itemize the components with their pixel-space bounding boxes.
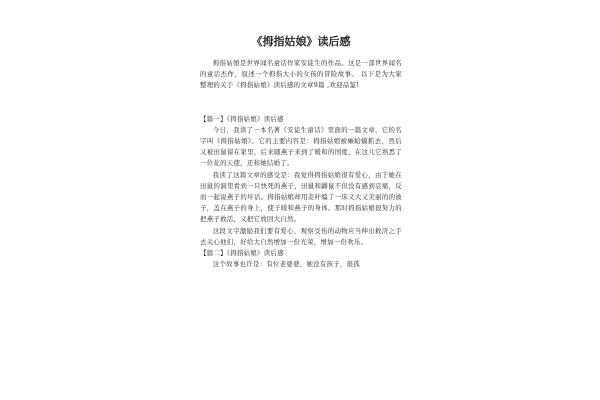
section-paragraph: 今日，我读了一本名著《安徒生童话》里面的一篇文章，它的名字叫《拇指姑娘》。它的主要内容是：拇指姑娘被癞蛤蟆抓去，然后又被田鼠留在家里，后来随燕子来到了暖和的国度，在这儿它熟悉了一位花的天使，还和她结婚了。	[200, 125, 402, 168]
section-1	[200, 114, 402, 248]
intro-paragraph: 拇指姑娘是世界闻名童话作家安徒生的作品。这是一部世界闻名的童话杰作，叙述一个拇指大小的女孩的冒险故事。 以下是为大家整理的关于《拇指姑娘》读后感的文章9篇 ,欢迎品鉴!	[200, 59, 402, 90]
section-paragraph: 这段文字激励我们要有爱心，观察受伤的动物应当伸出救济之手去关心他们，好给大自然增加一份光荣，增加一份欢乐。	[200, 226, 402, 246]
spacer	[200, 92, 402, 103]
section-2	[200, 248, 402, 270]
section-paragraph: 我读了这篇文章的感受是：我觉得拇指姑娘很有爱心，由于她在田鼠的洞里看到一只快死的燕子，田鼠和鼹鼠不但没有感到哀痛，反而一起说燕子的坏话。拇指姑娘却用麦秆编了一床又大又美丽的的被子，盖在燕子的身上，使子暖和燕子的身体。那时拇指姑娘很努力的把燕子救活，又把它放回大自然。	[200, 170, 402, 224]
document-body	[200, 34, 402, 270]
spacer	[200, 103, 402, 114]
section-heading: 【篇二】《拇指姑娘》读后感	[200, 249, 284, 258]
section-heading: 【篇一】《拇指姑娘》读后感	[200, 114, 284, 123]
page-title: 《拇指姑娘》读后感	[251, 35, 351, 48]
section-paragraph: 这个故事也许是：有位老婆婆，她没有孩子，很孤	[212, 260, 360, 269]
